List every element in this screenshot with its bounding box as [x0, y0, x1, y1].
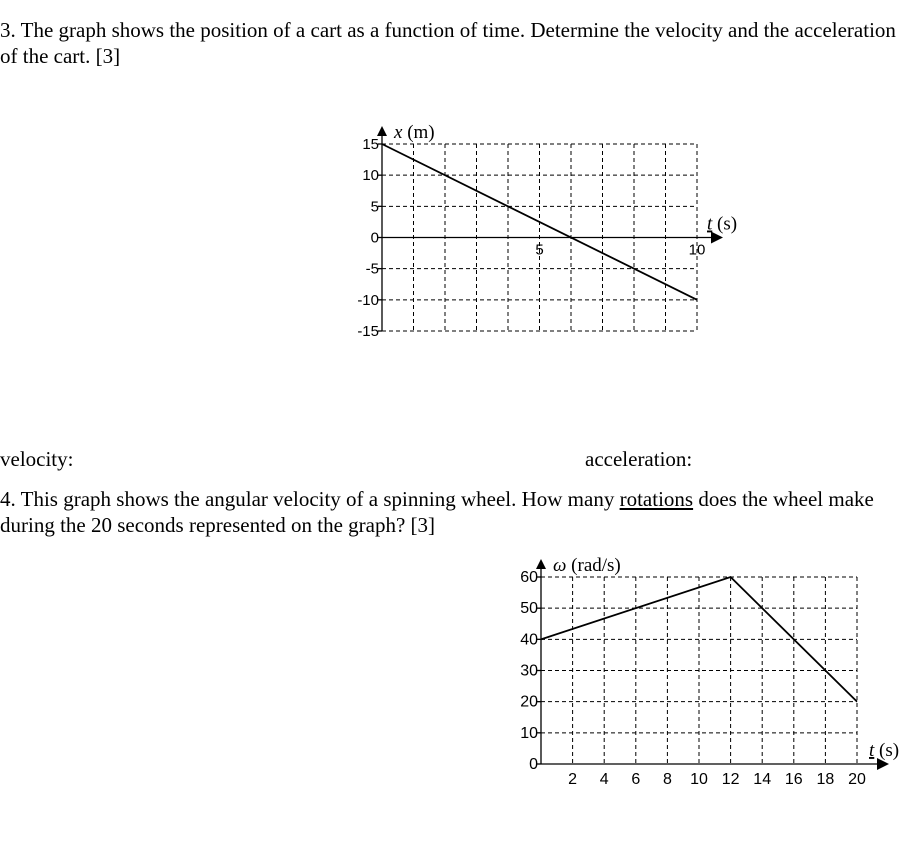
y-axis-title: x (m)	[394, 122, 435, 143]
y-tick-label: 60	[520, 569, 538, 586]
x-axis-title: t (s)	[869, 740, 900, 761]
x-tick-label: 4	[599, 771, 609, 788]
y-tick-label: 10	[520, 724, 538, 742]
x-tick-label: 2	[568, 771, 578, 788]
x-tick-label: 6	[631, 771, 641, 788]
y-tick-label: -15	[357, 323, 379, 340]
x-axis-title: t (s)	[707, 213, 738, 235]
x-tick-label: 16	[784, 771, 803, 788]
acceleration-label: acceleration:	[585, 447, 693, 471]
x-tick-label: 10	[690, 771, 708, 788]
y-tick-label: 30	[520, 662, 538, 680]
x-tick-label: 12	[721, 771, 740, 788]
y-tick-label: 50	[520, 600, 538, 618]
x-tick-label: 18	[816, 771, 835, 788]
question-4-number: 4.	[0, 487, 16, 511]
question-4-underlined-word: rotations	[619, 487, 694, 511]
y-axis-title: ω (rad/s)	[553, 555, 621, 576]
x-tick-label: 5	[535, 241, 544, 259]
y-tick-label: -5	[365, 260, 379, 278]
x-tick-label: 10	[688, 241, 706, 259]
y-axis-arrow	[536, 559, 546, 569]
y-tick-label: 0	[370, 229, 379, 247]
question-4-text-before: This graph shows the angular velocity of a spinning wheel. How many	[20, 487, 615, 511]
y-tick-label: 0	[529, 756, 538, 773]
question-4-text-after: does the wheel make during the 20 seconds represented on the graph? [3]	[0, 487, 874, 537]
y-tick-label: 40	[520, 631, 538, 649]
question-3-text: The graph shows the position of a cart as a function of time. Determine the velocity and the acceleration of the cart. [3]	[0, 18, 896, 68]
x-tick-label: 20	[848, 771, 866, 788]
y-tick-label: 5	[370, 198, 379, 216]
y-tick-label: 10	[362, 167, 379, 185]
question-3-number: 3.	[0, 18, 16, 42]
velocity-label: velocity:	[0, 447, 74, 471]
x-tick-label: 8	[662, 771, 672, 788]
x-tick-label: 14	[753, 771, 772, 788]
y-tick-label: 15	[362, 136, 379, 153]
y-tick-label: -10	[357, 291, 379, 309]
y-tick-label: 20	[520, 693, 538, 711]
